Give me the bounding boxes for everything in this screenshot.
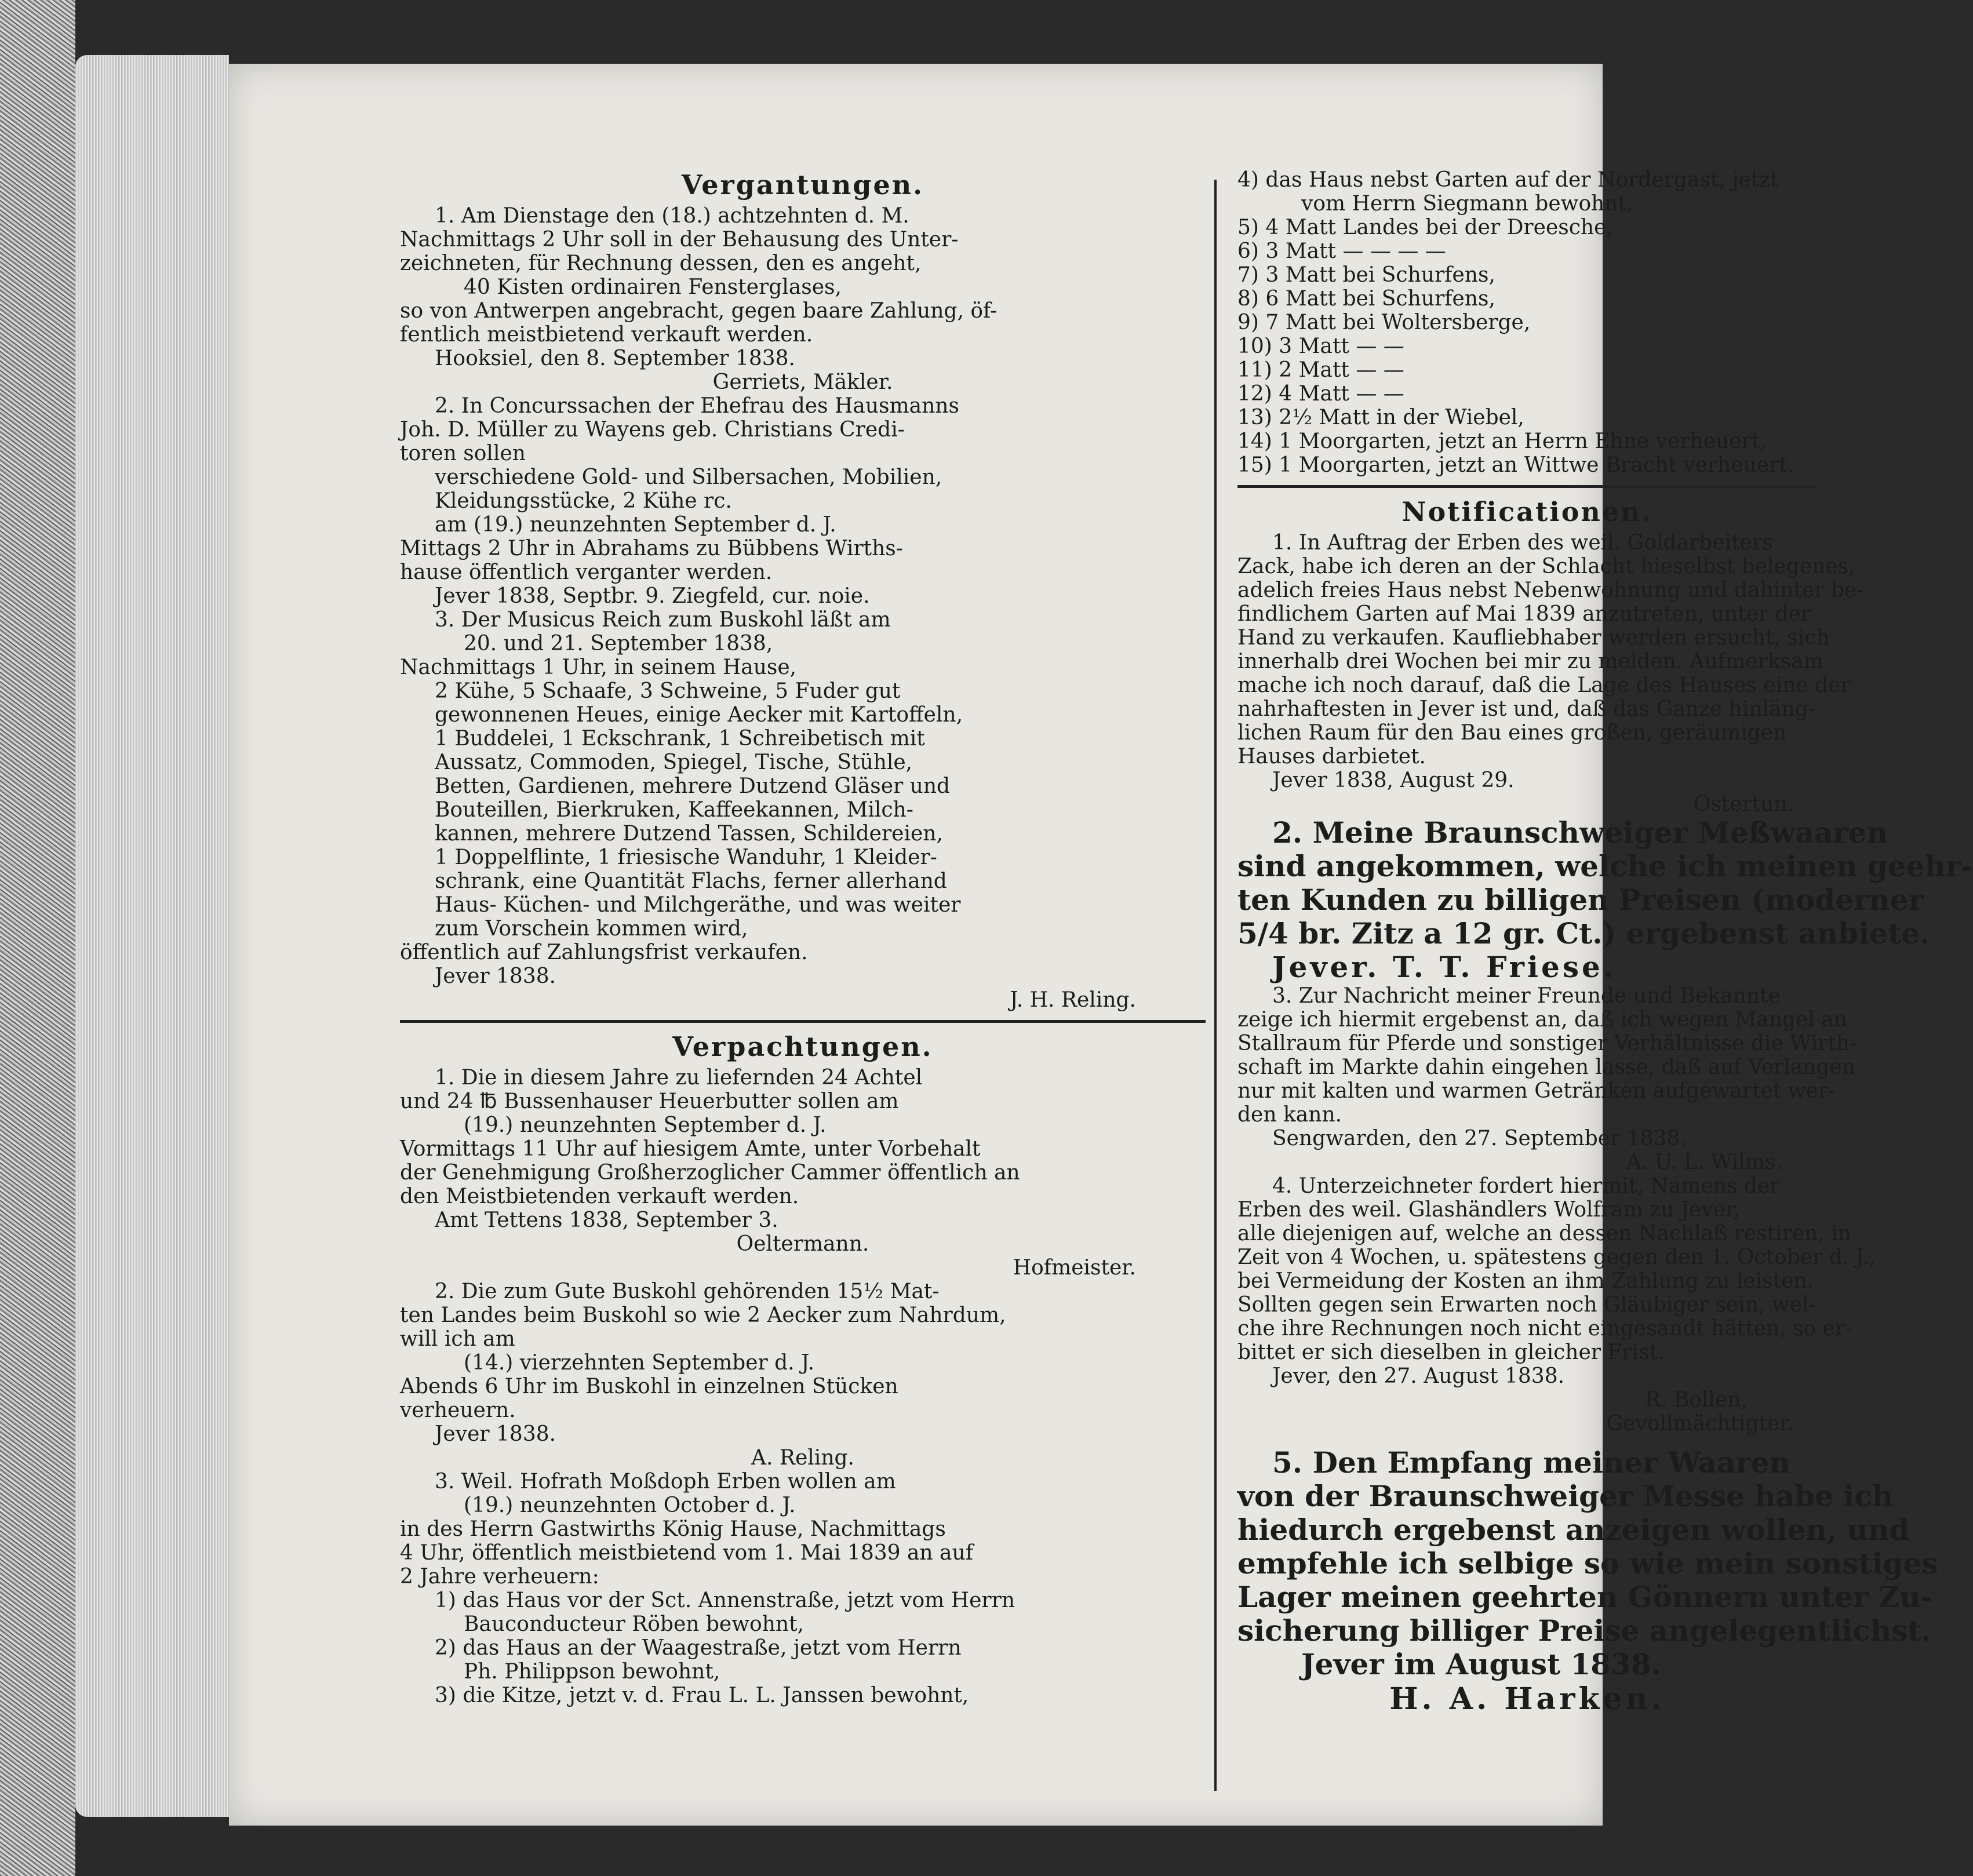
text-line: schrank, eine Quantität Flachs, ferner allerhand [435, 869, 947, 893]
text-line: (19.) neunzehnten September d. J. [464, 1113, 827, 1137]
ad-line: sicherung billiger Preise angelegentlichst. [1237, 1613, 1931, 1648]
text-line: mache ich noch darauf, daß die Lage des Hauses eine der [1237, 673, 1851, 697]
text-line: 4. Unterzeichneter fordert hiermit, Namens der [1272, 1174, 1780, 1198]
list-item: 8) 6 Matt bei Schurfens, [1237, 287, 1495, 311]
page-edges [75, 55, 229, 1817]
signature: A. U. L. Wilms. [1626, 1150, 1782, 1174]
list-item: 1) das Haus vor der Sct. Annenstraße, jetzt vom Herrn [435, 1589, 1015, 1612]
text-line: toren sollen [400, 442, 526, 465]
signature: Hofmeister. [1013, 1256, 1136, 1280]
text-line: der Genehmigung Großherzoglicher Cammer öffentlich an [400, 1161, 1020, 1185]
ad-line: Jever im August 1838. [1301, 1647, 1662, 1681]
text-line: alle diejenigen auf, welche an dessen Nachlaß restiren, in [1237, 1222, 1851, 1245]
list-item: 5) 4 Matt Landes bei der Dreesche, [1237, 216, 1613, 239]
text-line: Jever 1838, August 29. [1272, 768, 1515, 792]
ad-line: von der Braunschweiger Messe habe ich [1237, 1479, 1894, 1513]
list-item: 13) 2½ Matt in der Wiebel, [1237, 406, 1524, 429]
text-line: che ihre Rechnungen noch nicht eingesandt hätten, so er- [1237, 1317, 1852, 1340]
text-line: Stallraum für Pferde und sonstiger Verhältnisse die Wirth- [1237, 1032, 1857, 1055]
list-item: Ph. Philippson bewohnt, [464, 1660, 720, 1684]
text-line: Nachmittags 1 Uhr, in seinem Hause, [400, 655, 797, 679]
text-line: 2 Kühe, 5 Schaafe, 3 Schweine, 5 Fuder gut [435, 679, 901, 703]
text-line: kannen, mehrere Dutzend Tassen, Schildereien, [435, 822, 943, 846]
text-line: (19.) neunzehnten October d. J. [464, 1493, 796, 1517]
text-line: 1. Die in diesem Jahre zu liefernden 24 Achtel [435, 1066, 923, 1090]
text-line: 3. Weil. Hofrath Moßdoph Erben wollen am [435, 1470, 896, 1493]
text-line: Bouteillen, Bierkruken, Kaffeekannen, Milch- [435, 798, 913, 822]
text-line: am (19.) neunzehnten September d. J. [435, 513, 836, 537]
section-heading: Verpachtungen. [672, 1031, 933, 1062]
text-line: adelich freies Haus nebst Nebenwohnung und dahinter be- [1237, 578, 1864, 602]
text-line: Betten, Gardienen, mehrere Dutzend Gläser und [435, 774, 951, 798]
book-binding [0, 0, 75, 1876]
section-divider [400, 1020, 1206, 1023]
signature: J. H. Reling. [1010, 988, 1136, 1012]
section-divider [1237, 485, 1817, 488]
ad-line: Lager meinen geehrten Gönnern unter Zu- [1237, 1580, 1933, 1614]
text-line: Amt Tettens 1838, September 3. [435, 1208, 778, 1232]
text-line: 2. In Concurssachen der Ehefrau des Hausmanns [435, 394, 959, 418]
text-line: Aussatz, Commoden, Spiegel, Tische, Stühle, [435, 751, 913, 774]
text-line: Joh. D. Müller zu Wayens geb. Christians Credi- [400, 418, 905, 442]
text-line: bei Vermeidung der Kosten an ihm Zahlung zu leisten. [1237, 1269, 1814, 1293]
text-line: Haus- Küchen- und Milchgeräthe, und was weiter [435, 893, 961, 917]
list-item: 6) 3 Matt — — — — [1237, 239, 1446, 263]
text-line: nur mit kalten und warmen Getränken aufgewartet wer- [1237, 1079, 1836, 1103]
text-line: zeige ich hiermit ergebenst an, daß ich wegen Mangel an [1237, 1008, 1847, 1032]
ad-signature: Jever. T. T. Friese. [1272, 950, 1617, 984]
text-line: Zeit von 4 Wochen, u. spätestens gegen den 1. October d. J., [1237, 1245, 1876, 1269]
text-line: Mittags 2 Uhr in Abrahams zu Bübbens Wirths- [400, 537, 903, 560]
text-line: 1 Doppelflinte, 1 friesische Wanduhr, 1 Kleider- [435, 846, 937, 869]
text-line: bittet er sich dieselben in gleicher Frist. [1237, 1340, 1665, 1364]
text-line: 1 Buddelei, 1 Eckschrank, 1 Schreibetisch mit [435, 727, 925, 751]
text-line: Zack, habe ich deren an der Schlacht hieselbst belegenes, [1237, 555, 1855, 578]
ad-line: hiedurch ergebenst anzeigen wollen, und [1237, 1513, 1910, 1547]
right-column [1237, 168, 1973, 1717]
text-line: 4 Uhr, öffentlich meistbietend vom 1. Mai 1839 an auf [400, 1541, 974, 1565]
text-line: 20. und 21. September 1838, [464, 632, 773, 655]
text-line: verheuern. [400, 1398, 516, 1422]
list-item: vom Herrn Siegmann bewohnt, [1301, 192, 1633, 216]
text-line: 40 Kisten ordinairen Fensterglases, [464, 275, 842, 299]
text-line: Sengwarden, den 27. September 1838. [1272, 1127, 1687, 1150]
section-notificationen [1237, 495, 1973, 1717]
text-line: hause öffentlich verganter werden. [400, 560, 773, 584]
list-item: 3) die Kitze, jetzt v. d. Frau L. L. Janssen bewohnt, [435, 1684, 969, 1707]
list-item: 14) 1 Moorgarten, jetzt an Herrn Ehne verheuert, [1237, 429, 1767, 453]
text-line: den kann. [1237, 1103, 1342, 1127]
text-line: Hooksiel, den 8. September 1838. [435, 347, 796, 370]
signature: Oeltermann. [736, 1232, 869, 1256]
signature: Gevollmächtigter. [1606, 1412, 1794, 1436]
newspaper-page [229, 64, 1973, 1826]
list-item: 4) das Haus nebst Garten auf der Nordergast, jetzt [1237, 168, 1779, 192]
text-line: Abends 6 Uhr im Buskohl in einzelnen Stücken [400, 1375, 898, 1398]
text-line: Nachmittags 2 Uhr soll in der Behausung des Unter- [400, 228, 959, 252]
ad-line: sind angekommen, welche ich meinen geehr- [1237, 849, 1973, 883]
text-line: verschiedene Gold- und Silbersachen, Mobilien, [435, 465, 942, 489]
section-vergantungen [400, 168, 1206, 1012]
section-heading: Notificationen. [1402, 496, 1653, 527]
ad-line: 5. Den Empfang meiner Waaren [1272, 1445, 1790, 1480]
ad-signature: H. A. Harken. [1389, 1681, 1665, 1717]
list-item: Bauconducteur Röben bewohnt, [464, 1612, 805, 1636]
signature: Ostertun. [1693, 792, 1794, 816]
column-rule [1214, 180, 1217, 1791]
text-line: 1. Am Dienstage den (18.) achtzehnten d. M. [435, 204, 909, 228]
list-item: 11) 2 Matt — — [1237, 358, 1404, 382]
text-line: 2 Jahre verheuern: [400, 1565, 599, 1589]
text-line: Hauses darbietet. [1237, 745, 1426, 768]
text-line: innerhalb drei Wochen bei mir zu melden. Aufmerksam [1237, 650, 1823, 673]
text-line: in des Herrn Gastwirths König Hause, Nachmittags [400, 1517, 946, 1541]
text-line: lichen Raum für den Bau eines großen, geräumigen [1237, 721, 1787, 745]
text-line: Erben des weil. Glashändlers Wolfram zu Jever, [1237, 1198, 1740, 1222]
list-item: 10) 3 Matt — — [1237, 334, 1404, 358]
list-item: 12) 4 Matt — — [1237, 382, 1404, 406]
signature: R. Bollen, [1644, 1388, 1748, 1412]
list-item: 9) 7 Matt bei Woltersberge, [1237, 311, 1531, 334]
list-item: 2) das Haus an der Waagestraße, jetzt vom Herrn [435, 1636, 962, 1660]
ad-line: 5/4 br. Zitz a 12 gr. Ct.) ergebenst anbiete. [1237, 916, 1930, 950]
text-line: den Meistbietenden verkauft werden. [400, 1185, 799, 1208]
text-line: will ich am [400, 1327, 515, 1351]
text-line: gewonnenen Heues, einige Aecker mit Kartoffeln, [435, 703, 963, 727]
text-line: Jever 1838. [435, 1422, 556, 1446]
text-line: zeichneten, für Rechnung dessen, den es angeht, [400, 252, 922, 275]
text-line: Jever 1838, Septbr. 9. Ziegfeld, cur. noie. [435, 584, 870, 608]
text-line: findlichem Garten auf Mai 1839 anzutreten, unter der [1237, 602, 1811, 626]
text-line: 3. Der Musicus Reich zum Buskohl läßt am [435, 608, 891, 632]
signature: A. Reling. [751, 1446, 854, 1470]
text-line: so von Antwerpen angebracht, gegen baare Zahlung, öf- [400, 299, 998, 323]
text-line: Jever, den 27. August 1838. [1272, 1364, 1565, 1388]
text-line: 2. Die zum Gute Buskohl gehörenden 15½ Mat- [435, 1280, 940, 1303]
list-item: 7) 3 Matt bei Schurfens, [1237, 263, 1495, 287]
ad-line: 2. Meine Braunschweiger Meßwaaren [1272, 815, 1888, 850]
text-line: 3. Zur Nachricht meiner Freunde und Bekannte [1272, 984, 1781, 1008]
text-line: öffentlich auf Zahlungsfrist verkaufen. [400, 941, 808, 964]
text-line: zum Vorschein kommen wird, [435, 917, 748, 941]
rental-list [1237, 168, 1817, 477]
section-verpachtungen [400, 1030, 1206, 1707]
section-heading: Vergantungen. [681, 169, 924, 201]
text-line: und 24 ℔ Bussenhauser Heuerbutter sollen am [400, 1090, 899, 1113]
text-line: nahrhaftesten in Jever ist und, daß das Ganze hinläng- [1237, 697, 1815, 721]
signature: Gerriets, Mäkler. [712, 370, 893, 394]
text-line: ten Landes beim Buskohl so wie 2 Aecker zum Nahrdum, [400, 1303, 1006, 1327]
text-line: Hand zu verkaufen. Kaufliebhaber werden ersucht, sich [1237, 626, 1830, 650]
text-line: Vormittags 11 Uhr auf hiesigem Amte, unter Vorbehalt [400, 1137, 981, 1161]
ad-line: empfehle ich selbige so wie mein sonstiges [1237, 1546, 1938, 1580]
left-column [400, 168, 1206, 1707]
text-line: fentlich meistbietend verkauft werden. [400, 323, 813, 347]
text-line: Sollten gegen sein Erwarten noch Gläubiger sein, wel- [1237, 1293, 1816, 1317]
list-item: 15) 1 Moorgarten, jetzt an Wittwe Bracht verheuert. [1237, 453, 1794, 477]
text-line: Jever 1838. [435, 964, 556, 988]
ad-line: ten Kunden zu billigen Preisen (moderner [1237, 883, 1924, 917]
text-line: Kleidungsstücke, 2 Kühe rc. [435, 489, 732, 513]
text-line: schaft im Markte dahin eingehen lasse, daß auf Verlangen [1237, 1055, 1855, 1079]
text-line: 1. In Auftrag der Erben des weil. Goldarbeiters [1272, 531, 1773, 555]
text-line: (14.) vierzehnten September d. J. [464, 1351, 815, 1375]
